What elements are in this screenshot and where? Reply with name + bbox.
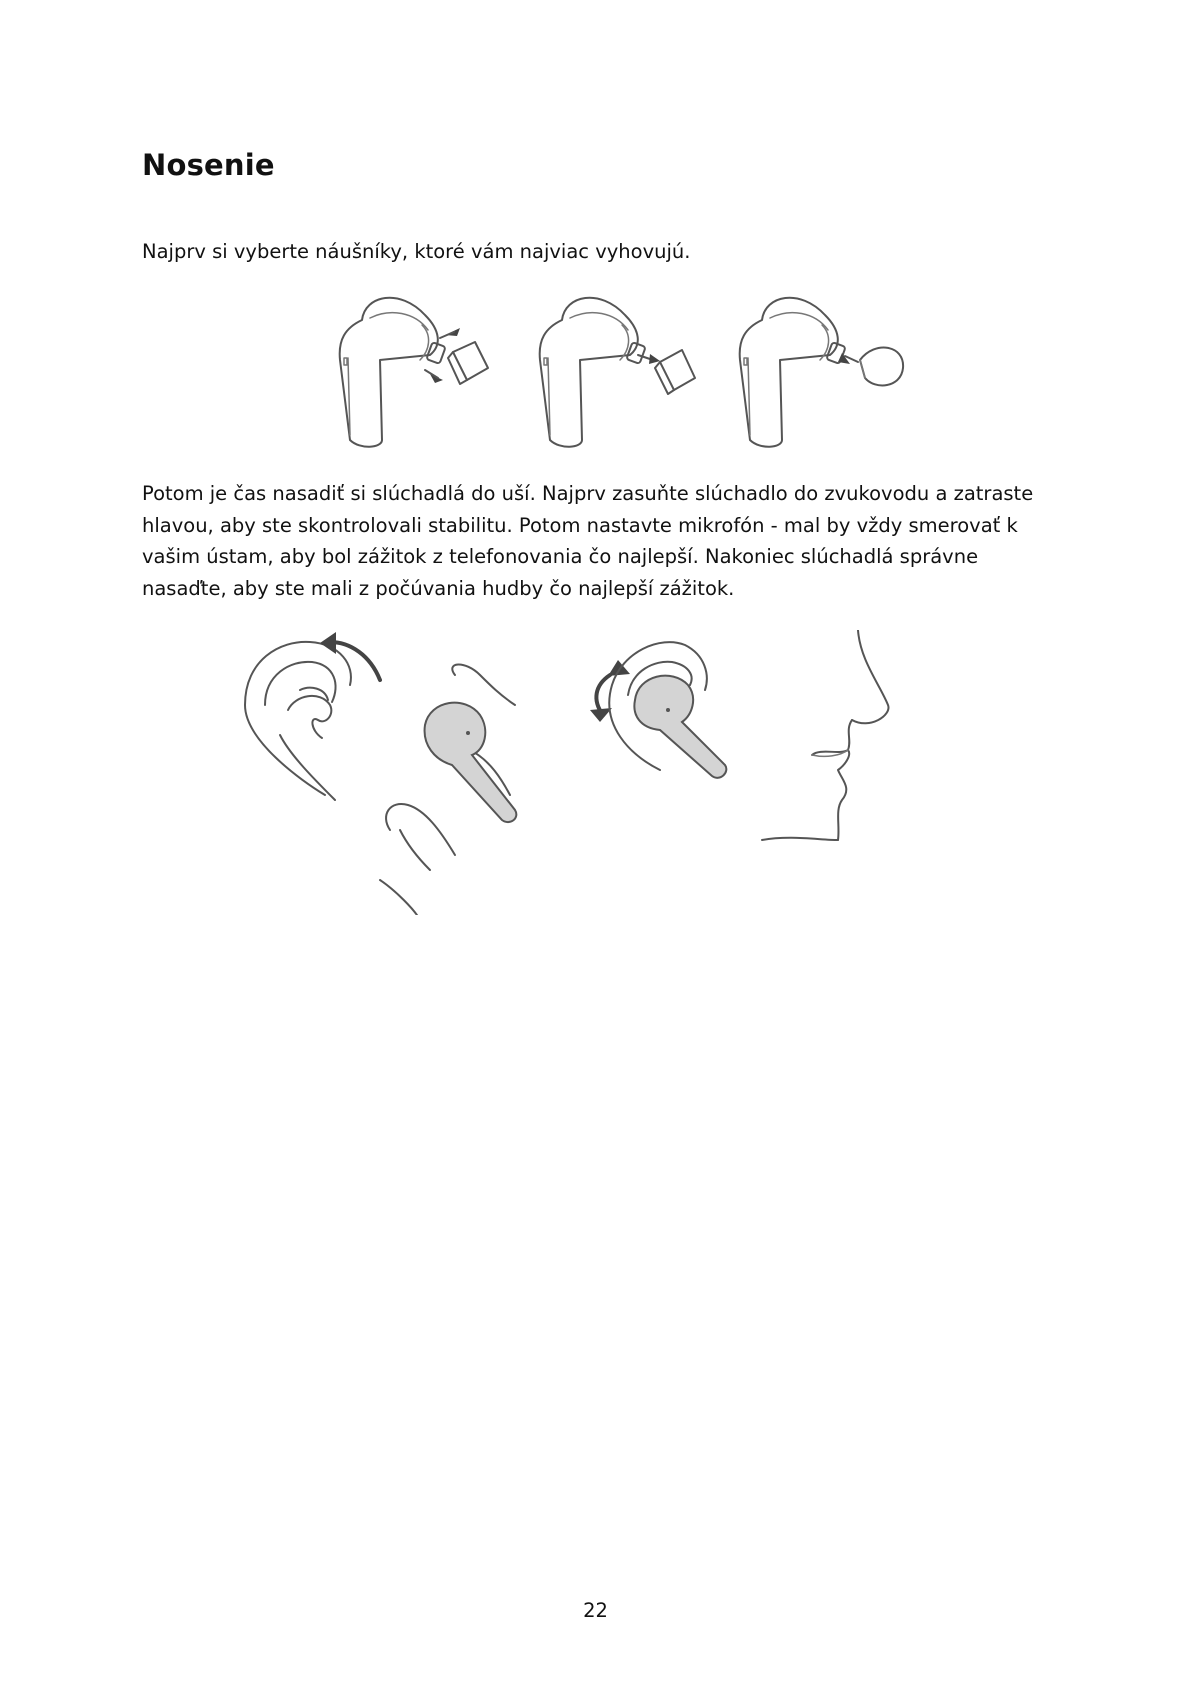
instructions-line: hlavou, aby ste skontrolovali stabilitu. Potom nastavte mikrofón - mal by vždy smerovať k: [142, 513, 1018, 537]
intro-paragraph: Najprv si vyberte náušníky, ktoré vám najviac vyhovujú.: [142, 240, 691, 263]
instructions-line: nasaďte, aby ste mali z počúvania hudby čo najlepší zážitok.: [142, 576, 735, 600]
earbud-remove-tip-icon: [340, 298, 488, 447]
instructions-paragraph: [142, 478, 1052, 604]
page-title: Nosenie: [142, 148, 275, 182]
wearing-illustration: [240, 630, 985, 915]
ear-icon: [245, 642, 351, 800]
instructions-line: vašim ústam, aby bol zážitok z telefonovania čo najlepší. Nakoniec slúchadlá správne: [142, 545, 979, 568]
page-number: 22: [583, 1599, 608, 1622]
earbud-attach-tip-icon: [740, 298, 903, 447]
face-profile-icon: [762, 630, 888, 840]
ear-tips-illustration: [320, 290, 910, 460]
ear-with-earbud-icon: [609, 642, 726, 778]
hand-holding-earbud-icon: [380, 664, 516, 915]
earbud-tip-removed-icon: [540, 298, 695, 447]
instructions-line: Potom je čas nasadiť si slúchadlá do uší. Najprv zasuňte slúchadlo do zvukovodu a zatraste: [142, 482, 1034, 505]
